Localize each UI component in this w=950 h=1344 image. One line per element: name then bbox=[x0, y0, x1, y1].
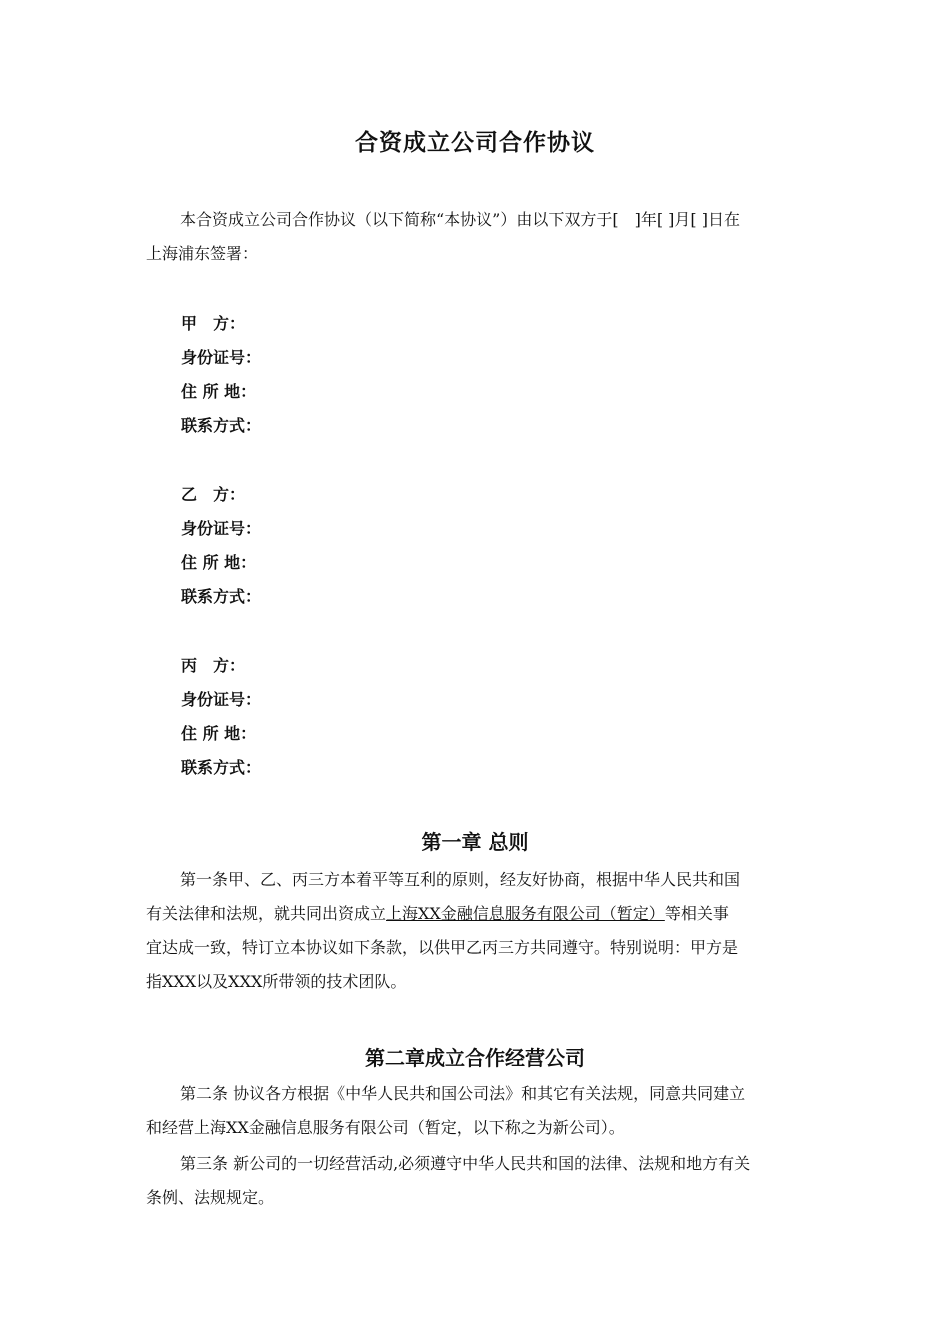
party-c-id-label: 身份证号： bbox=[181, 690, 262, 709]
chapter-1-heading: 第一章 总则 bbox=[421, 830, 529, 854]
party-c-address-label: 住 所 地： bbox=[181, 724, 257, 743]
article-2-line-1: 第二条 协议各方根据《中华人民共和国公司法》和其它有关法规，同意共同建立 bbox=[180, 1084, 746, 1103]
document-title: 合资成立公司合作协议 bbox=[355, 129, 595, 156]
article-1-line-4: 指XXX以及XXX所带领的技术团队。 bbox=[146, 972, 407, 991]
article-1-line-2-start: 有关法律和法规，就共同出资成立 bbox=[146, 904, 387, 923]
party-a-id-label: 身份证号： bbox=[181, 348, 262, 367]
article-1-line-3: 宜达成一致，特订立本协议如下条款，以供甲乙丙三方共同遵守。特别说明：甲方是 bbox=[146, 938, 739, 957]
party-b-address-label: 住 所 地： bbox=[181, 553, 257, 572]
chapter-2-heading: 第二章成立合作经营公司 bbox=[365, 1046, 585, 1070]
company-name-underlined: 上海XX金融信息服务有限公司（暂定） bbox=[386, 904, 665, 923]
article-3-line-1: 第三条 新公司的一切经营活动,必须遵守中华人民共和国的法律、法规和地方有关 bbox=[180, 1154, 751, 1173]
party-c-name-label: 丙 方： bbox=[181, 656, 246, 675]
article-1-line-1: 第一条甲、乙、丙三方本着平等互利的原则，经友好协商，根据中华人民共和国 bbox=[180, 870, 741, 889]
party-b-id-label: 身份证号： bbox=[181, 519, 262, 538]
party-a-address-label: 住 所 地： bbox=[181, 382, 257, 401]
article-2-paragraph bbox=[146, 1077, 806, 1145]
article-1-line-2-end: 等相关事 bbox=[664, 904, 729, 923]
intro-paragraph bbox=[146, 203, 806, 271]
party-c-contact-label: 联系方式： bbox=[181, 758, 262, 777]
article-1-line-2 bbox=[146, 897, 806, 931]
party-a-name-label: 甲 方： bbox=[181, 314, 246, 333]
party-a-contact-label: 联系方式： bbox=[181, 416, 262, 435]
article-2-line-2: 和经营上海XX金融信息服务有限公司（暂定，以下称之为新公司）。 bbox=[146, 1118, 625, 1137]
party-b-name-label: 乙 方： bbox=[181, 485, 246, 504]
article-3-line-2: 条例、法规规定。 bbox=[146, 1188, 275, 1207]
article-3-paragraph bbox=[146, 1147, 806, 1215]
intro-line-1: 本合资成立公司合作协议（以下简称“本协议”）由以下双方于[ ]年[ ]月[ ]日在 bbox=[180, 210, 740, 229]
article-1-paragraph bbox=[146, 863, 806, 999]
intro-line-2: 上海浦东签署： bbox=[146, 244, 259, 263]
party-b-contact-label: 联系方式： bbox=[181, 587, 262, 606]
